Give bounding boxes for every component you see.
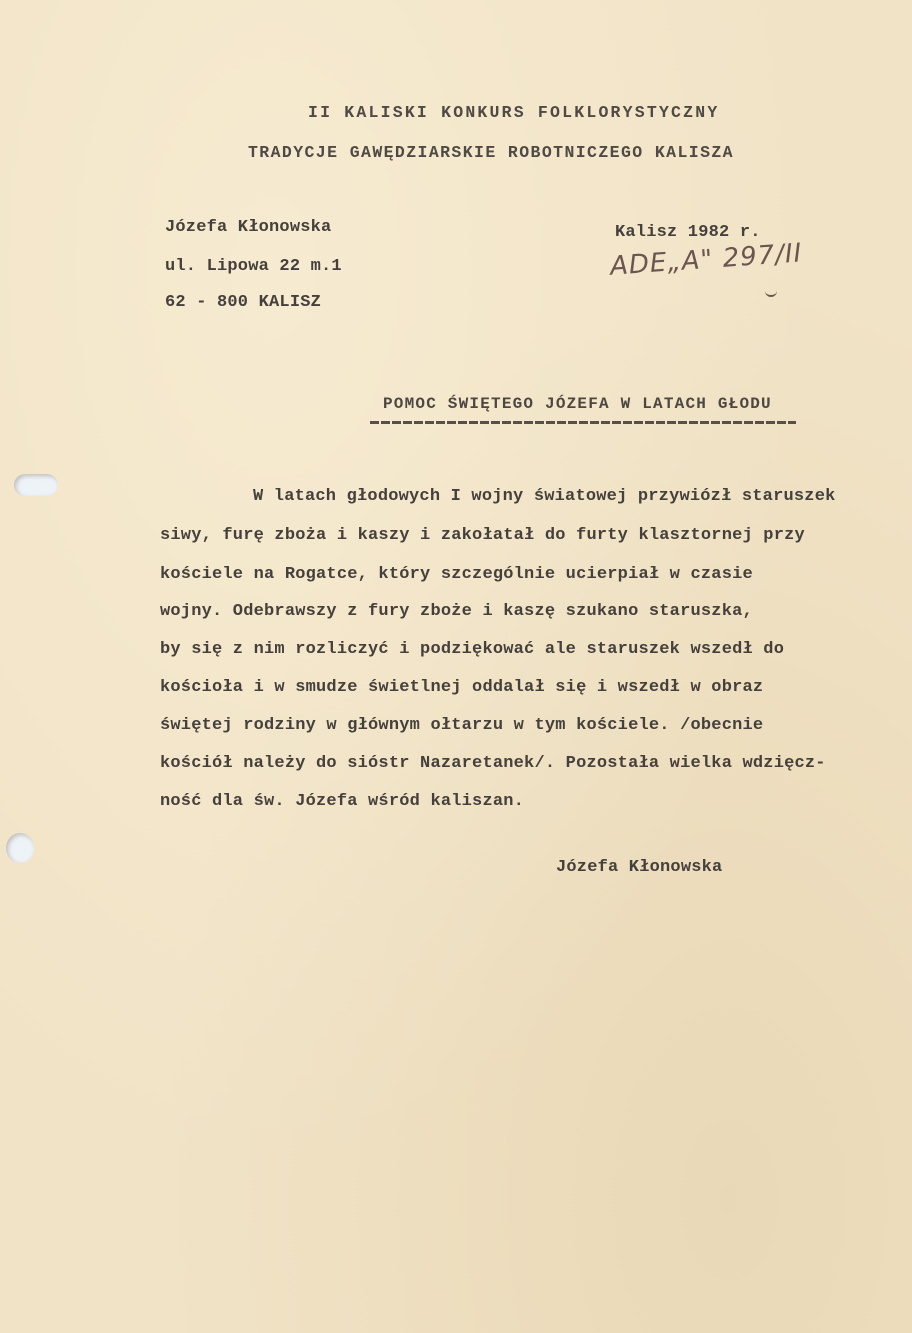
body-line: W latach głodowych I wojny światowej przywiózł staruszek [253, 487, 836, 506]
contest-subheading: TRADYCJE GAWĘDZIARSKIE ROBOTNICZEGO KALISZA [248, 143, 734, 162]
handwritten-mark [765, 290, 777, 297]
closing-signature: Józefa Kłonowska [556, 858, 723, 877]
body-line: kościele na Rogatce, który szczególnie ucierpiał w czasie [160, 565, 753, 584]
place-date: Kalisz 1982 r. [615, 223, 761, 242]
contest-heading: II KALISKI KONKURS FOLKLORYSTYCZNY [308, 103, 720, 122]
body-line: kościoła i w smudze świetlnej oddalał się i wszedł w obraz [160, 678, 764, 697]
author-postal: 62 - 800 KALISZ [165, 293, 322, 312]
title-underline [370, 421, 796, 424]
author-name: Józefa Kłonowska [165, 218, 332, 237]
punch-hole-top [14, 474, 58, 496]
body-line: kościół należy do sióstr Nazaretanek/. Pozostała wielka wdzięcz- [160, 754, 826, 773]
body-line: ność dla św. Józefa wśród kaliszan. [160, 792, 525, 811]
story-title: POMOC ŚWIĘTEGO JÓZEFA W LATACH GŁODU [383, 395, 772, 413]
body-line: wojny. Odebrawszy z fury zboże i kaszę szukano staruszka, [160, 602, 753, 621]
author-street: ul. Lipowa 22 m.1 [165, 257, 342, 276]
archive-signature: ADE„A" 297/II [609, 238, 804, 282]
body-line: by się z nim rozliczyć i podziękować ale staruszek wszedł do [160, 640, 785, 659]
body-line: siwy, furę zboża i kaszy i zakołatał do furty klasztornej przy [160, 526, 805, 545]
punch-hole-bottom [6, 833, 34, 863]
body-line: świętej rodziny w głównym ołtarzu w tym kościele. /obecnie [160, 716, 764, 735]
